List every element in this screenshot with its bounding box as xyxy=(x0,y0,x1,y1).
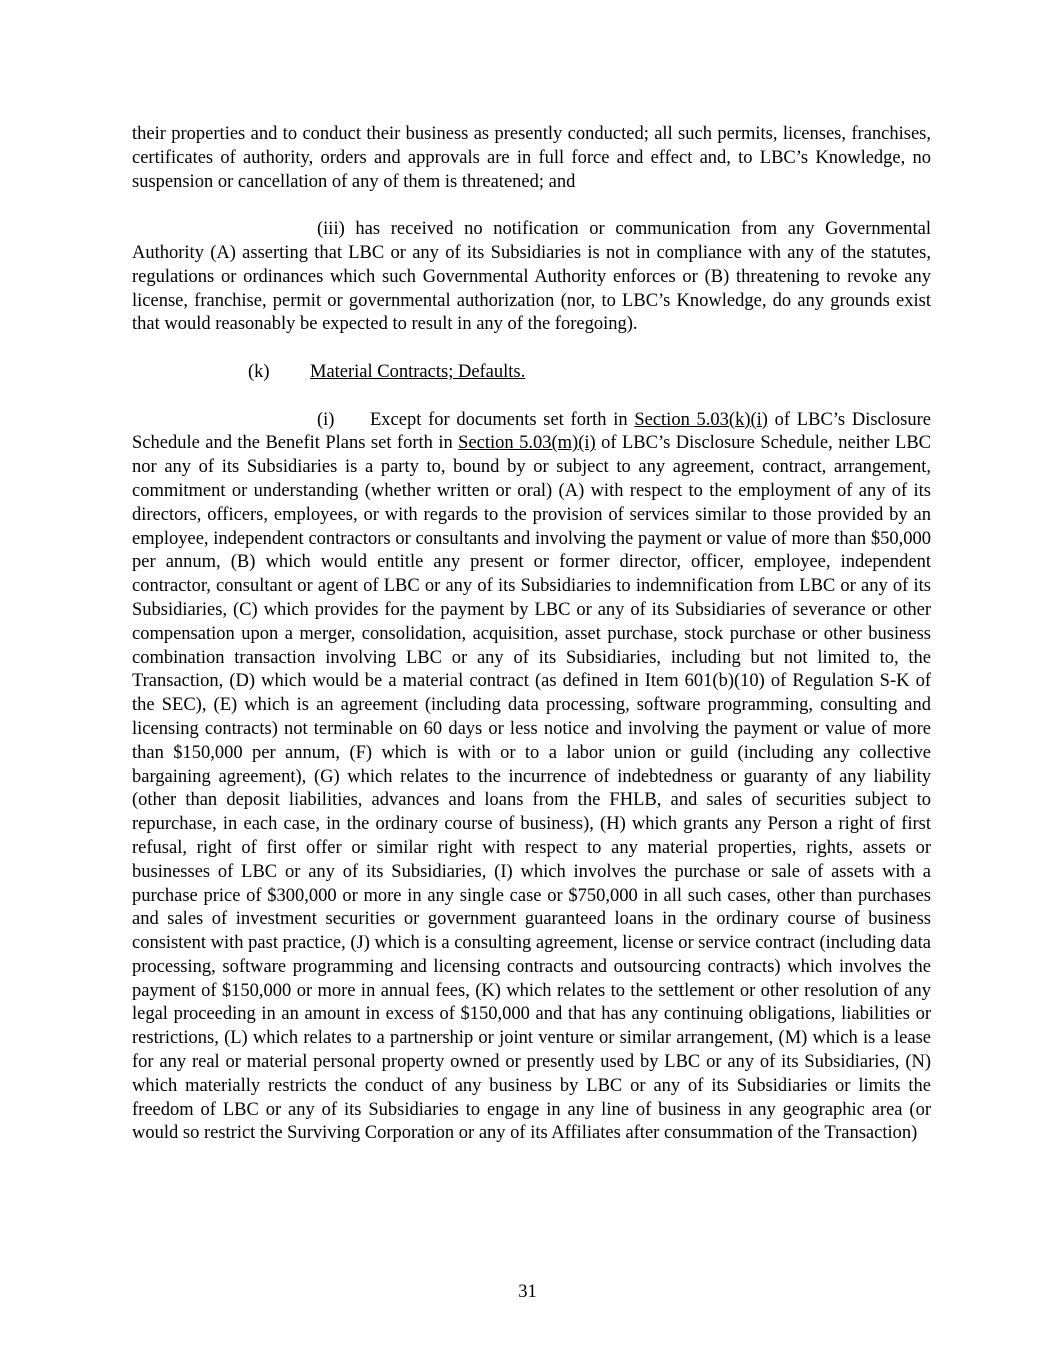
section-number: (k) xyxy=(248,361,270,382)
section-reference-link: Section 5.03(k)(i) xyxy=(634,409,768,430)
paragraph-lead: Except for documents set forth in xyxy=(370,409,635,430)
paragraph-number: (i) xyxy=(317,409,335,430)
paragraph-continued: their properties and to conduct their business as presently conducted; all such permits, licenses, franchises, certificates of authority, orders and approvals are in full force and effect and, to LBC’s Knowledge, no suspension or cancellation of any of them is threatened; and xyxy=(132,124,931,192)
paragraph-iii: (iii) has received no notification or communication from any Governmental Authority (A) asserting that LBC or any of its Subsidiaries is not in compliance with any of the statutes, regulations or ordinances which such Governmental Authority enforces or (B) threatening to revoke any license, franchise, permit or governmental authorization (nor, to LBC’s Knowledge, do any grounds exist that would reasonably be expected to result in any of the foregoing). xyxy=(132,219,931,335)
section-reference-link: Section 5.03(m)(i) xyxy=(458,433,596,454)
document-body xyxy=(132,123,931,1146)
paragraph-body: of LBC’s Disclosure Schedule, neither LBC nor any of its Subsidiaries is a party to, bound by or subject to any agreement, contract, arrangement, commitment or understanding (whether written or oral) (A) with respect to the employment of any of its directors, officers, employees, or with regards to the provision of services similar to those provided by an employee, independent contractors or consultants and involving the payment or value of more than $50,000 per annum, (B) which would entitle any present or former director, officer, employee, independent contractor, consultant or agent of LBC or any of its Subsidiaries to indemnification from LBC or any of its Subsidiaries, (C) which provides for the payment by LBC or any of its Subsidiaries of severance or other compensation upon a merger, consolidation, acquisition, asset purchase, stock purchase or other business combination transaction involving LBC or any of its Subsidiaries, including but not limited to, the Transaction, (D) which would be a material contract (as defined in Item 601(b)(10) of Regulation S-K of the SEC), (E) which is an agreement (including data processing, software programming, consulting and licensing contracts) not terminable on 60 days or less notice and involving the payment or value of more than $150,000 per annum, (F) which is with or to a labor union or guild (including any collective bargaining agreement), (G) which relates to the incurrence of indebtedness or guaranty of any liability (other than deposit liabilities, advances and loans from the FHLB, and sales of securities subject to repurchase, in each case, in the ordinary course of business), (H) which grants any Person a right of first refusal, right of first offer or similar right with respect to any material properties, rights, assets or businesses of LBC or any of its Subsidiaries, (I) which involves the purchase or sale of assets with a purchase price of $300,000 or more in any single case or $750,000 in all such cases, other than purchases and sales of investment securities or government guaranteed loans in the ordinary course of business consistent with past practice, (J) which is a consulting agreement, license or service contract (including data processing, software programming and licensing contracts and outsourcing contracts) which involves the payment of $150,000 or more in annual fees, (K) which relates to the settlement or other resolution of any legal proceeding in an amount in excess of $150,000 and that has any continuing obligations, liabilities or restrictions, (L) which relates to a partnership or joint venture or similar arrangement, (M) which is a lease for any real or material personal property owned or presently used by LBC or any of its Subsidiaries, (N) which materially restricts the conduct of any business by LBC or any of its Subsidiaries or limits the freedom of LBC or any of its Subsidiaries to engage in any line of business in any geographic area (or would so restrict the Surviving Corporation or any of its Affiliates after consummation of the Transaction) xyxy=(132,433,931,1144)
paragraph-i xyxy=(132,409,931,1147)
page-number: 31 xyxy=(518,1282,537,1302)
section-title: Material Contracts; Defaults. xyxy=(310,361,526,382)
paragraph-mid: of LBC’s Disclosure Schedule and the Benefit Plans set forth in xyxy=(132,409,931,454)
section-heading-k xyxy=(132,361,931,385)
